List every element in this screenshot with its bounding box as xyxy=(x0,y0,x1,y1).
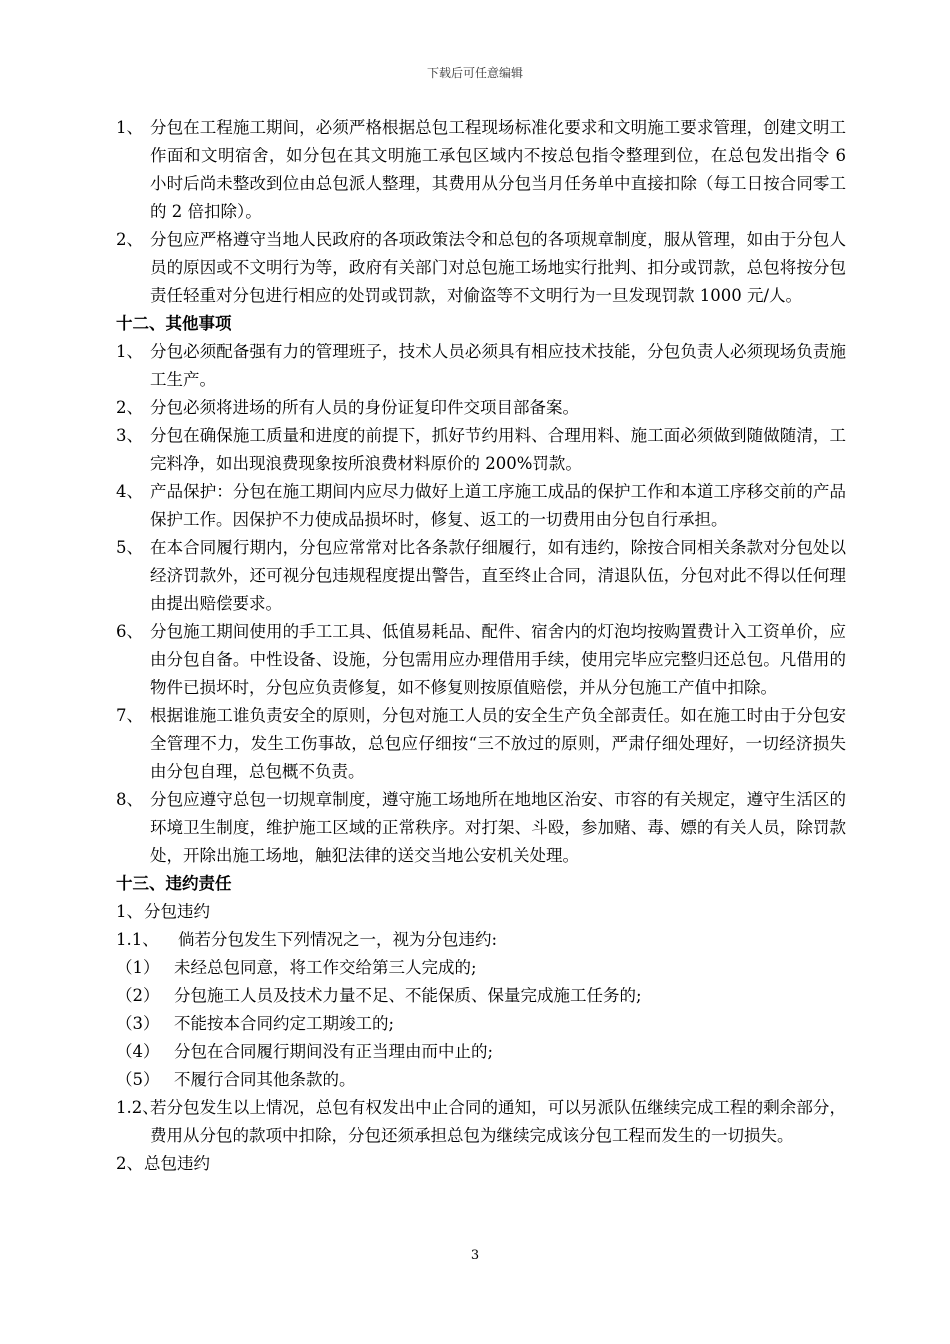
list-item xyxy=(116,114,846,226)
item-number: 4、 xyxy=(116,482,143,501)
item-text: 分包违约 xyxy=(144,902,210,921)
item-number: 8、 xyxy=(116,790,143,809)
list-item xyxy=(116,478,846,534)
item-text: 若分包发生以上情况，总包有权发出中止合同的通知，可以另派队伍继续完成工程的剩余部分，费用从分包的款项中扣除，分包还须承担总包为继续完成该分包工程而发生的一切损失。 xyxy=(150,1098,846,1145)
item-number: （5） xyxy=(116,1070,160,1089)
item-text: 不履行合同其他条款的。 xyxy=(174,1070,356,1089)
item-number: （3） xyxy=(116,1014,160,1033)
case-item xyxy=(116,1010,846,1038)
item-text: 未经总包同意，将工作交给第三人完成的; xyxy=(174,958,477,977)
list-item xyxy=(116,226,846,310)
item-number: 3、 xyxy=(116,426,143,445)
item-text: 分包在确保施工质量和进度的前提下，抓好节约用料、合理用料、施工面必须做到随做随清，工完料净，如出现浪费现象按所浪费材料原价的 200%罚款。 xyxy=(150,426,846,473)
item-number: （1） xyxy=(116,958,160,977)
item-text: 分包施工期间使用的手工工具、低值易耗品、配件、宿舍内的灯泡均按购置费计入工资单价，应由分包自备。中性设备、设施，分包需用应办理借用手续，使用完毕应完整归还总包。凡借用的物件已损坏时，分包应负责修复，如不修复则按原值赔偿，并从分包施工产值中扣除。 xyxy=(150,622,846,697)
item-number: 1、 xyxy=(116,902,143,921)
item-number: 2、 xyxy=(116,398,143,417)
item-text: 在本合同履行期内，分包应常常对比各条款仔细履行，如有违约，除按合同相关条款对分包处以经济罚款外，还可视分包违规程度提出警告，直至终止合同，清退队伍，分包对此不得以任何理由提出赔偿要求。 xyxy=(150,538,846,613)
list-item xyxy=(116,786,846,870)
list-item xyxy=(116,338,846,394)
section-heading-breach-liability: 十三、违约责任 xyxy=(116,874,232,893)
list-item xyxy=(116,394,846,422)
item-number: 1.1、 xyxy=(116,930,159,949)
item-text: 产品保护：分包在施工期间内应尽力做好上道工序施工成品的保护工作和本道工序移交前的产品保护工作。因保护不力使成品损坏时，修复、返工的一切费用由分包自行承担。 xyxy=(150,482,846,529)
case-item xyxy=(116,1038,846,1066)
clause-1-1 xyxy=(116,926,846,954)
list-item xyxy=(116,702,846,786)
page-header: 下载后可任意编辑 xyxy=(426,66,523,80)
item-number: 6、 xyxy=(116,622,143,641)
item-text: 分包应严格遵守当地人民政府的各项政策法令和总包的各项规章制度，服从管理，如由于分包人员的原因或不文明行为等，政府有关部门对总包施工场地实行批判、扣分或罚款，总包将按分包责任轻重对分包进行相应的处罚或罚款，对偷盗等不文明行为一旦发现罚款 1000 元/人。 xyxy=(150,230,846,305)
clause-1-2 xyxy=(116,1094,846,1150)
item-number: 1.2、 xyxy=(116,1098,159,1117)
item-text: 分包必须配备强有力的管理班子，技术人员必须具有相应技术技能，分包负责人必须现场负责施工生产。 xyxy=(150,342,846,389)
case-item xyxy=(116,1066,846,1094)
list-item xyxy=(116,534,846,618)
item-text: 根据谁施工谁负责安全的原则，分包对施工人员的安全生产负全部责任。如在施工时由于分包安全管理不力，发生工伤事故，总包应仔细按“三不放过的原则，严肃仔细处理好，一切经济损失由分包自理，总包概不负责。 xyxy=(150,706,846,781)
list-item xyxy=(116,618,846,702)
subsection-subcontractor-breach xyxy=(116,898,846,926)
list-item xyxy=(116,422,846,478)
item-text: 分包在工程施工期间，必须严格根据总包工程现场标准化要求和文明施工要求管理，创建文明工作面和文明宿舍，如分包在其文明施工承包区域内不按总包指令整理到位，在总包发出指令 6 小时后尚未整改到位由总包派人整理，其费用从分包当月任务单中直接扣除（每工日按合同零工的 2 倍扣除）。 xyxy=(150,118,846,221)
item-number: （2） xyxy=(116,986,160,1005)
item-text: 分包在合同履行期间没有正当理由而中止的; xyxy=(174,1042,494,1061)
item-number: 2、 xyxy=(116,230,143,249)
item-text: 不能按本合同约定工期竣工的; xyxy=(174,1014,395,1033)
item-number: （4） xyxy=(116,1042,160,1061)
item-text: 倘若分包发生下列情况之一，视为分包违约: xyxy=(178,930,498,949)
case-item xyxy=(116,954,846,982)
item-number: 5、 xyxy=(116,538,143,557)
item-number: 7、 xyxy=(116,706,143,725)
item-number: 1、 xyxy=(116,118,143,137)
section-heading-other-matters: 十二、其他事项 xyxy=(116,314,232,333)
item-number: 1、 xyxy=(116,342,143,361)
item-text: 分包施工人员及技术力量不足、不能保质、保量完成施工任务的; xyxy=(174,986,642,1005)
item-text: 总包违约 xyxy=(144,1154,210,1173)
item-text: 分包应遵守总包一切规章制度，遵守施工场地所在地地区治安、市容的有关规定，遵守生活区的环境卫生制度，维护施工区域的正常秩序。对打架、斗殴，参加赌、毒、嫖的有关人员，除罚款处，开除出施工场地，触犯法律的送交当地公安机关处理。 xyxy=(150,790,846,865)
document-body xyxy=(116,114,846,1178)
page-number: 3 xyxy=(470,1248,480,1263)
item-text: 分包必须将进场的所有人员的身份证复印件交项目部备案。 xyxy=(150,398,579,417)
item-number: 2、 xyxy=(116,1154,143,1173)
case-item xyxy=(116,982,846,1010)
subsection-general-contractor-breach xyxy=(116,1150,846,1178)
